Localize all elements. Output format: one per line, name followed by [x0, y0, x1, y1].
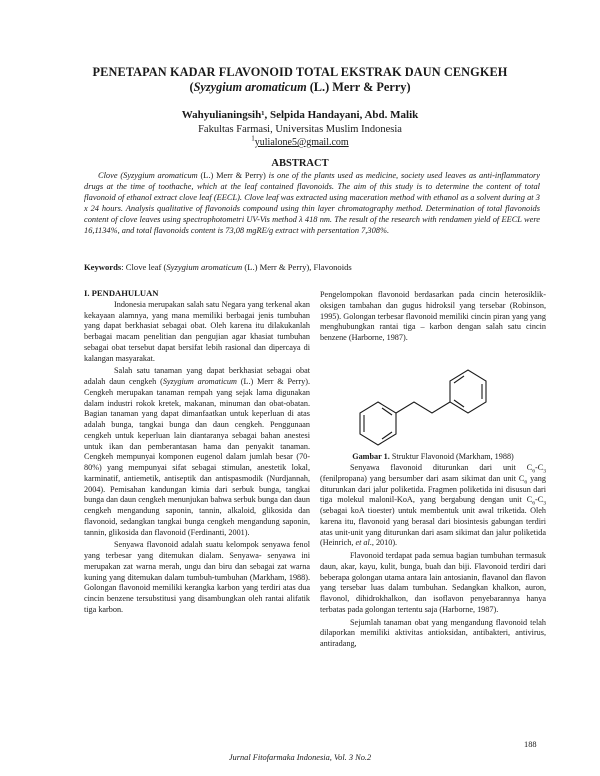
abstract-text: Clove ( — [98, 171, 124, 180]
paper-title-line1: PENETAPAN KADAR FLAVONOID TOTAL EKSTRAK DAUN CENGKEH — [92, 65, 508, 79]
figure-caption-label: Gambar 1. — [352, 452, 390, 461]
section-heading: I. PENDAHULUAN — [84, 288, 159, 298]
affiliation: Fakultas Farmasi, Universitas Muslim Indonesia — [198, 124, 402, 135]
email-marker: 1 — [251, 134, 255, 143]
p5-sub: 6 — [532, 500, 536, 507]
right-column — [320, 290, 546, 346]
paragraph-2-text-rest: (L.) Merr & Perry). Cengkeh merupakan tanaman rempah yang sejak lama digunakan dalam industri rokok kretek, makanan, minuman dan obat-obatan. Bagian tanaman yang dapat dimanfaatkan untuk keperluan di atas adalah bunga, tangkai bunga dan daun cengkeh. Penggunaan cengkeh untuk keperluan lain diantaranya sebagai bahan anestesi untuk ikan dan pemberantasan hama dan penyakit tanaman. Cengkeh mempunyai komponen eugenol dalam jumlah besar (70-80%) yang mempunyai sifat sebagai stimulan, anestetik lokal, karminatif, antiemetik, antiseptik dan antispasmodik (Nurdjannah, 2004). Pemisahan kandungan kimia dari serbuk bunga, tangkai bunga dan daun cengkeh menunjukan bahwa serbuk bunga dan daun cengkeh mengandung saponin, tannin, alkaloid, glikosida dan flavonoid, sedangkan tangkai bunga cengkeh mengandung saponin, tannin, glikosida dan flavonoid (Ferdinanti, 2001). — [84, 377, 310, 537]
p5-text: -C — [535, 463, 544, 472]
figure-caption — [320, 452, 546, 461]
p5-text: -C — [535, 495, 544, 505]
page-number: 188 — [524, 740, 537, 749]
p5-sub: 3 — [543, 500, 546, 507]
p5-text: (sebagai koA tioester) untuk membentuk unit awal triketida. Oleh karena itu, flavonoid yang berasal dari biosintesis gabungan terdiri atas unit-unit yang diturunkan dari asam sikimat dan jalur poliketida (Heinrich, — [320, 506, 546, 548]
p5-sub: 3 — [543, 468, 546, 475]
keywords-text-rest: (L.) Merr & Perry), Flavonoids — [242, 262, 352, 272]
journal-footer: Jurnal Fitofarmaka Indonesia, Vol. 3 No.2 — [228, 753, 372, 762]
left-column — [84, 288, 310, 618]
p5-text: (fenilpropana) yang bersumber dari asam sikimat dan unit C — [320, 473, 525, 483]
p5-text: Senyawa flavonoid diturunkan dari unit C — [350, 463, 533, 472]
email-link[interactable]: yulialone5@gmail.com — [254, 137, 349, 148]
abstract-authority: (L.) Merr & Perry) — [197, 171, 266, 180]
paragraph-7: Sejumlah tanaman obat yang mengandung flavonoid telah dilaporkan memiliki aktivitas antioksidan, antibakteri, antivirus, antiradang, — [320, 617, 546, 648]
flavonoid-structure-figure — [350, 365, 520, 450]
benzene-ring-left — [360, 402, 396, 445]
benzene-ring-right — [450, 370, 486, 413]
abstract-species: Syzygium aromaticum — [123, 171, 198, 180]
paper-title-line2 — [0, 80, 600, 95]
keywords — [84, 262, 540, 272]
abstract-heading: ABSTRACT — [271, 158, 329, 169]
keywords-text: : Clove leaf ( — [121, 262, 167, 272]
author-list: Wahyulianingsih¹, Selpida Handayani, Abd. Malik — [181, 109, 419, 121]
p5-etal: et al — [355, 538, 370, 548]
abstract-text-main: is one of the plants used as medicine, society used leaves as anti-inflammatory drugs at the time of toothache, which at the leaf contained flavonoids. The aim of this study is to determine the content of total flavonoid of ethanol extract clove leaf (EECL). Clove leaf was extracted using maceration method with ethanol as a solvent during at 3 x 24 hours. Analysis qualitative of flavonoids compound using thin layer chromatography method. Determination of total flavonoids content of clove leaves using spectrophotometri UV-Vis method λ 418 nm. The result of the research with rendamen yield of EECL were 16,1134%, and total flavonoids content is 73,08 mgRE/g extract with persentation 7,308%. — [84, 171, 541, 236]
paragraph-2-text: Salah satu tanaman yang dapat berkhasiat sebagai obat adalah daun cengkeh ( — [84, 366, 310, 386]
keywords-label: Keywords — [84, 262, 122, 272]
paragraph-6: Flavonoid terdapat pada semua bagian tumbuhan termasuk daun, akar, kayu, kulit, bunga, buah dan biji. Flavonoid terdiri dari beberapa golongan utama antara lain antosianin, flavanol dan flavon yang tersebar luas dalam tumbuhan. Sedangkan khalkon, auron, flavonol, dihidrokhalkon, dan isoflavon penyebarannya hanya terbatas pada golongan tertentu saja (Harborne, 1987). — [320, 551, 546, 614]
email-line — [0, 134, 600, 148]
keywords-species: Syzygium aromaticum — [166, 262, 243, 272]
propane-chain — [396, 402, 450, 413]
paragraph-2-species: Syzygium aromaticum — [162, 377, 237, 386]
title-paren-open: ( — [189, 80, 194, 94]
paragraph-4: Pengelompokan flavonoid berdasarkan pada cincin heterosiklik- oksigen tambahan dan gugus hidroksil yang tersebar (Robinson, 1995). Golongan terbesar flavonoid memiliki cincin piran yang yang menghubungkan rantai tiga – karbon dengan salah satu cincin benzene (Harborne, 1987). — [320, 290, 546, 342]
right-column-lower — [320, 463, 546, 652]
p5-text: yang diturunkan dari jalur poliketida. Fragmen poliketida ini disusun dari tiga molekul malonil-KoA, yang bergabung dengan unit C — [320, 473, 546, 505]
abstract-body — [84, 170, 540, 237]
p5-text: ., 2010). — [369, 538, 398, 548]
title-species-authority: (L.) Merr & Perry) — [306, 80, 411, 94]
figure-caption-text: Struktur Flavonoid (Markham, 1988) — [389, 452, 514, 461]
paragraph-2 — [84, 366, 310, 538]
p5-sub: 6 — [524, 479, 528, 486]
paragraph-5 — [320, 463, 546, 549]
title-species: Syzygium aromaticum — [193, 80, 307, 94]
paragraph-3: Senyawa flavonoid adalah suatu kelompok senyawa fenol yang terbesar yang ditemukan dialam. Senyawa- senyawa ini merupakan zat warna merah, ungu dan biru dan sebagai zat warna kuning yang ditemukan dalam tumbuh-tumbuhan (Markham, 1988). Golongan flavonoid memiliki kerangka karbon yang terdiri atas dua cincin benzene tersubstitusi yang disambungkan oleh rantai alifatik tiga karbon. — [84, 540, 310, 614]
p5-sub: 6 — [532, 468, 536, 475]
paragraph-1: Indonesia merupakan salah satu Negara yang terkenal akan kekayaan alamnya, yang mana memiliki berbagai jenis tumbuhan yang dapat berkhasiat sebagai obat. Oleh karena itu dilakukanlah berbagai macam penelitian dan pengujian agar khasiat tumbuhan sebagai obat tersebut dapat bersifat lebih rasional dan dipercaya di kalangan masyarakat. — [84, 299, 310, 363]
